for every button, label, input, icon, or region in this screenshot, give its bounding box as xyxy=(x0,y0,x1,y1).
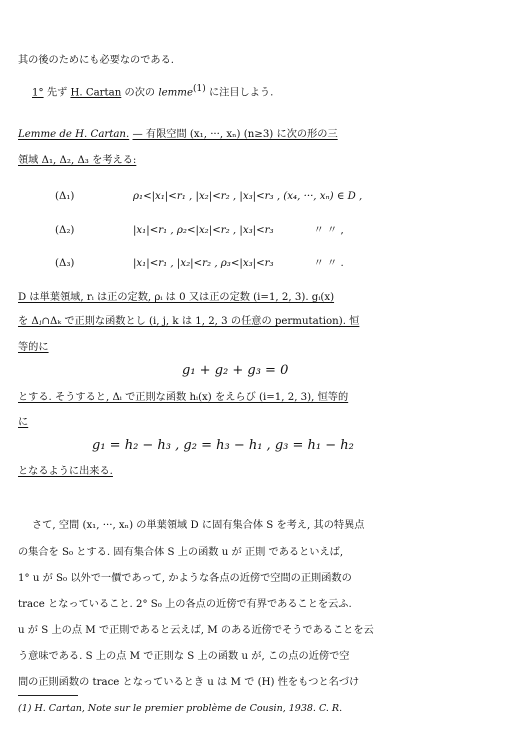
text-line: 1° u が S₀ 以外で一價であって, かような各点の近傍で空間の正則函数の xyxy=(18,573,352,584)
text-line: を Δⱼ∩Δₖ で正則な函数とし (i, j, k は 1, 2, 3 の任意の permutation). 恒 xyxy=(18,316,360,327)
text-line: さて, 空間 (x₁, ···, xₙ) の単葉領域 D に固有集合体 S を考え, 其の特異点 xyxy=(32,520,365,531)
text-line: とする. そうすると, Δᵢ で正則な函数 hᵢ(x) をえらび (i=1, 2, 3), 恒等的 xyxy=(18,392,349,403)
text-line: 等的に xyxy=(18,342,49,353)
ditto-marks: 〃 〃 , xyxy=(313,225,344,236)
item-number: 1° xyxy=(32,87,44,99)
footnote-rule xyxy=(18,695,78,696)
equation: g₁ = h₂ − h₃ , g₂ = h₃ − h₁ , g₃ = h₁ − h₂ xyxy=(92,438,354,453)
text-line: う意味である. S 上の点 M で正則な S 上の函数 u が, この点の近傍で空 xyxy=(18,651,350,662)
text-line xyxy=(32,82,273,100)
text-fragment: の次の xyxy=(124,87,156,99)
domain-tag: (Δ₁) xyxy=(55,191,75,202)
domain-definition: |x₁|<r₁ , ρ₂<|x₂|<r₂ , |x₃|<r₃ xyxy=(133,225,274,236)
text-line: 其の後のためにも必要なのである. xyxy=(18,55,175,66)
lemma-statement: — 有限空間 (x₁, ···, xₙ) (n≥3) に次の形の三 xyxy=(132,129,338,140)
domain-tag: (Δ₂) xyxy=(55,225,75,236)
domain-definition: ρ₁<|x₁|<r₁ , |x₂|<r₂ , |x₃|<r₃ , (x₄, ···, xₙ) ∈ D , xyxy=(133,191,363,202)
domain-definition: |x₁|<r₁ , |x₂|<r₂ , ρ₃<|x₃|<r₃ xyxy=(133,258,274,269)
domain-row xyxy=(55,257,344,271)
text-line: となるように出来る. xyxy=(18,466,113,477)
text-line: u が S 上の点 M で正則であると云えば, M のある近傍でそうであることを云 xyxy=(18,625,374,636)
text-line: の集合を S₀ とする. 固有集合体 S 上の函数 u が 正則 であるといえば, xyxy=(18,547,344,558)
text-line: 間の正則函数の trace となっているとき u は M で (H) 性をもつと名づけ xyxy=(18,677,360,688)
ditto-marks: 〃 〃 . xyxy=(313,258,344,269)
domain-row xyxy=(55,224,344,238)
text-fragment: に注目しよう. xyxy=(208,87,274,99)
equation: g₁ + g₂ + g₃ = 0 xyxy=(182,363,289,378)
text-fragment: 先ず xyxy=(46,87,68,99)
text-line xyxy=(18,128,338,142)
author-name: H. Cartan xyxy=(70,87,122,99)
domain-tag: (Δ₃) xyxy=(55,258,75,269)
text-line: D は単葉領域, rᵢ は正の定数, ρᵢ は 0 又は正の定数 (i=1, 2, 3). gᵢ(x) xyxy=(18,292,335,303)
domain-row xyxy=(55,190,362,204)
text-line: trace となっていること. 2° S₀ 上の各点の近傍で有界であることを云ふ. xyxy=(18,599,352,610)
footnote-ref: (1) xyxy=(192,84,206,94)
lemma-title: Lemme de H. Cartan. xyxy=(18,129,130,140)
text-line: に xyxy=(18,417,29,428)
term: lemme xyxy=(158,87,193,99)
text-line: 領域 Δ₁, Δ₂, Δ₃ を考える: xyxy=(18,155,137,166)
footnote: (1) H. Cartan, Note sur le premier problème de Cousin, 1938. C. R. xyxy=(18,703,343,714)
